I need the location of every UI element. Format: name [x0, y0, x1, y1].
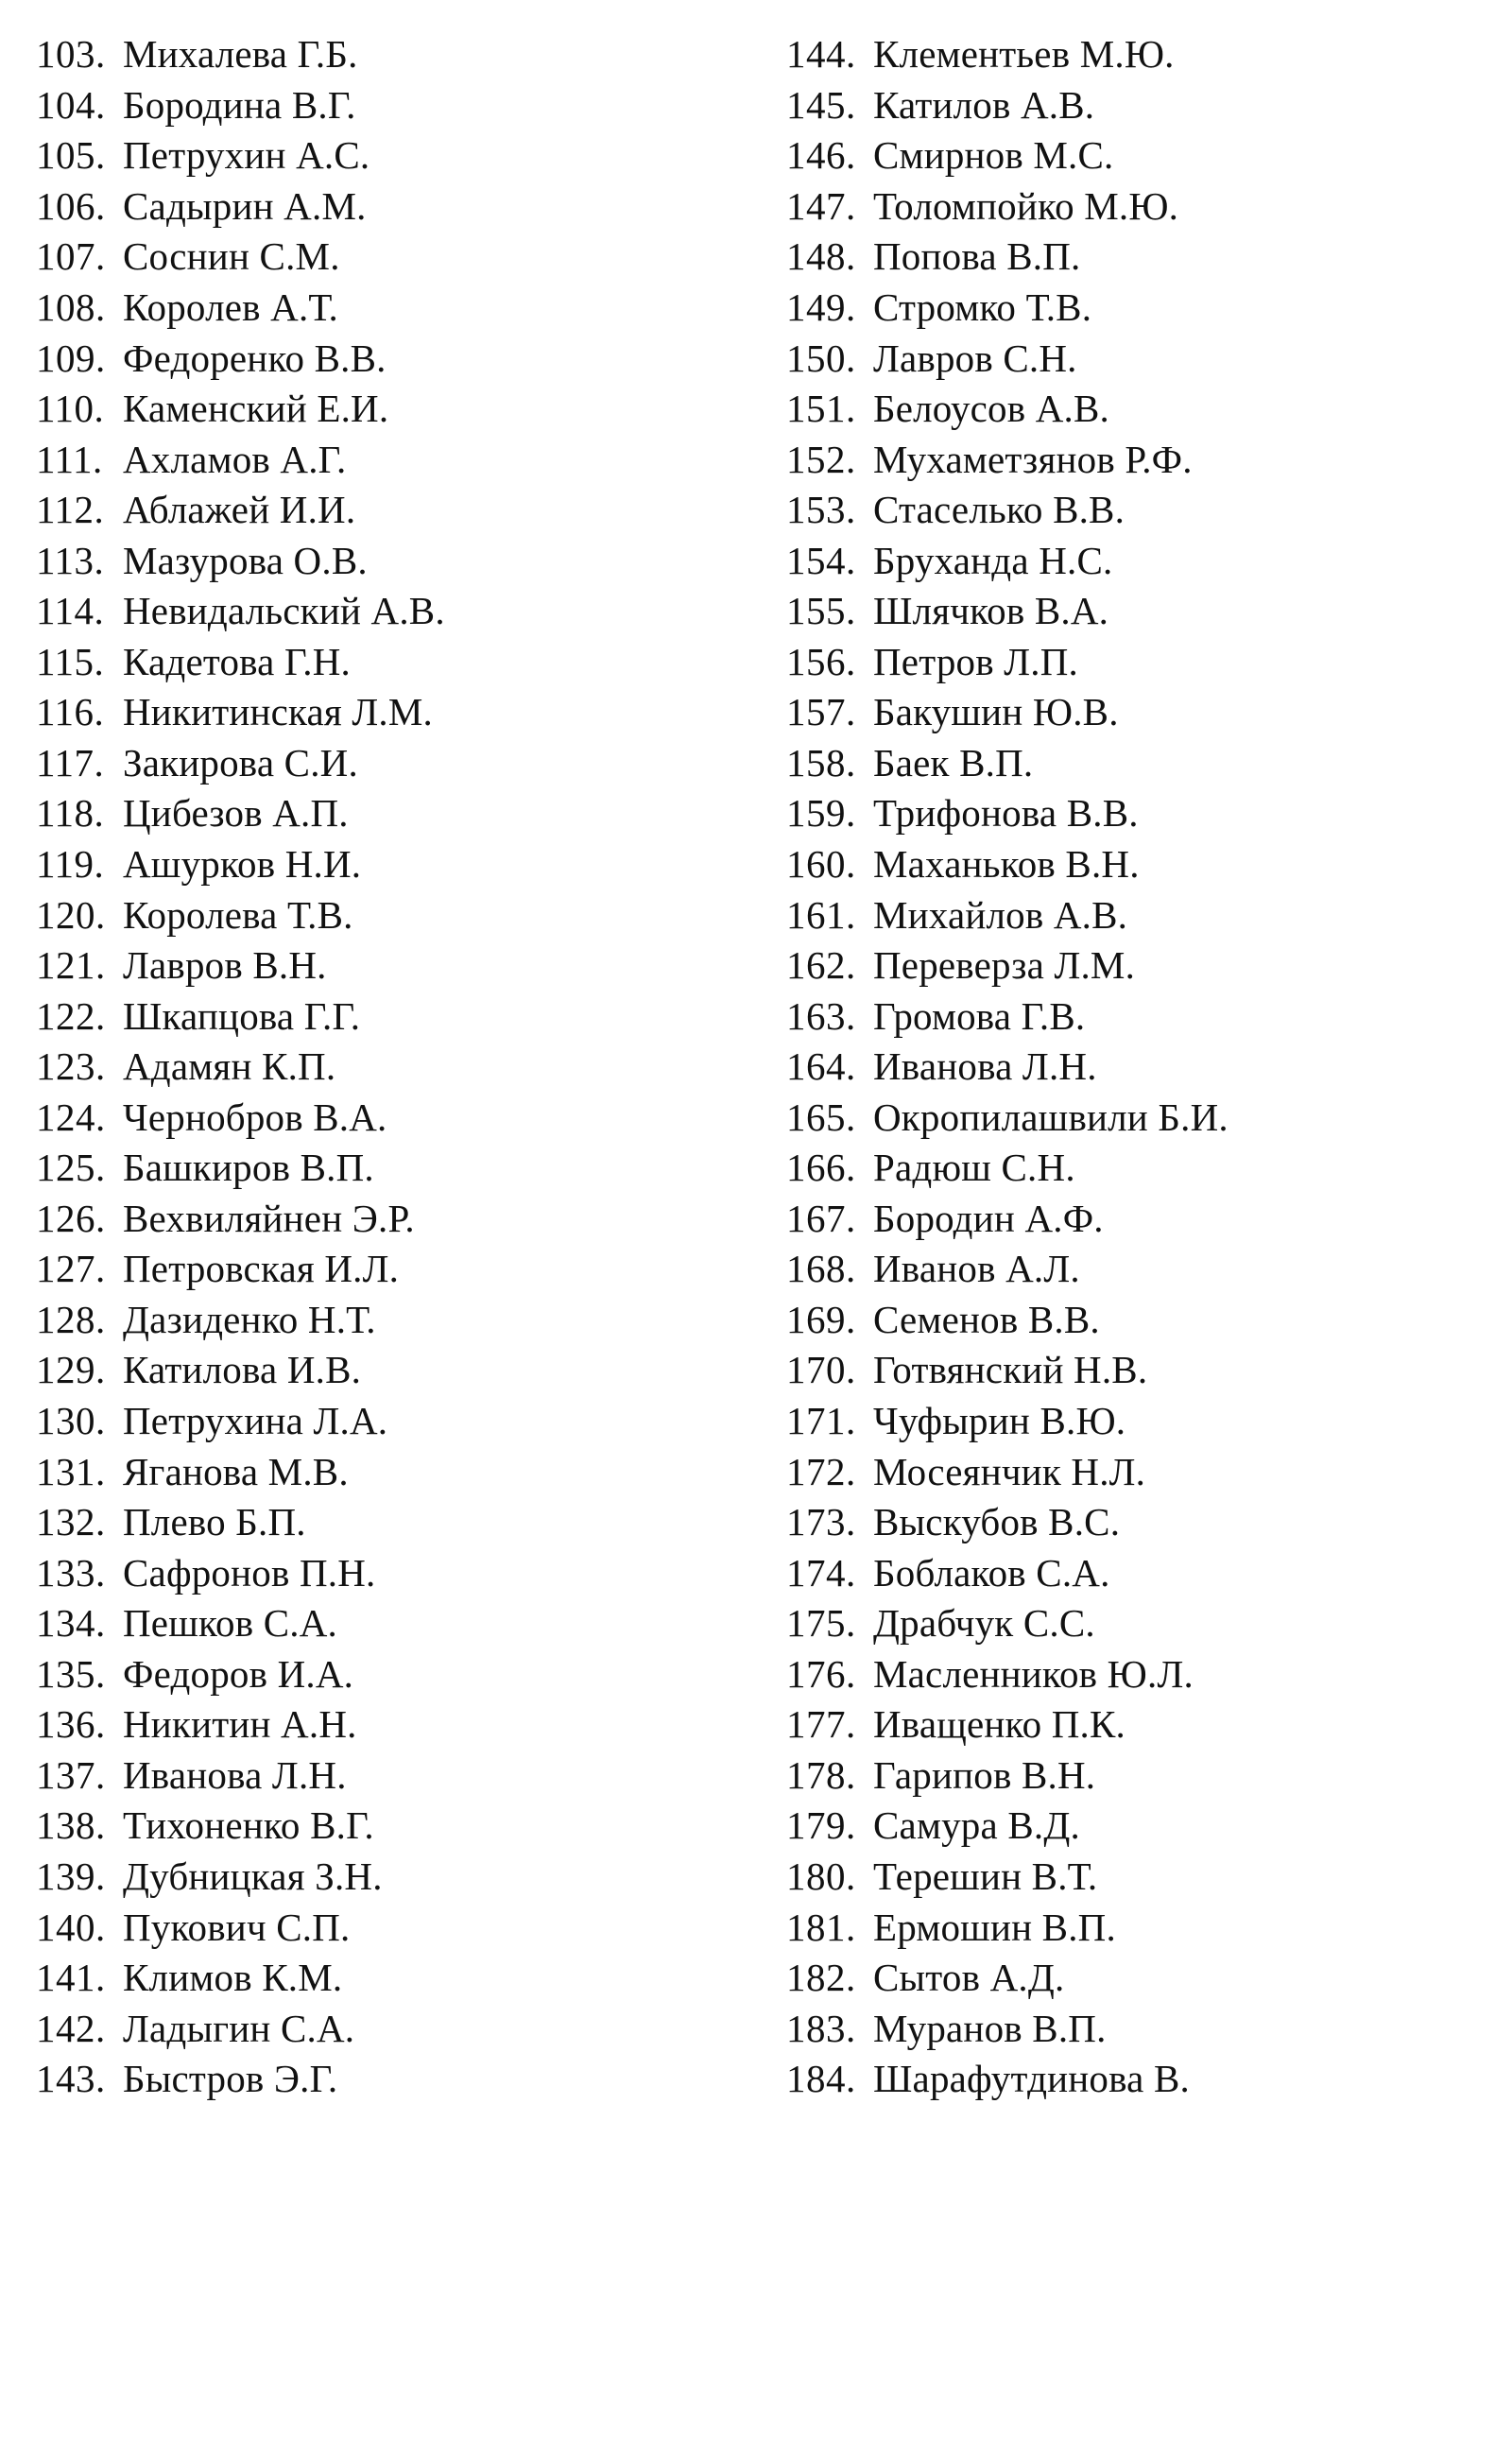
- item-number: 151.: [786, 387, 856, 431]
- person-name: Окропилашвили Б.И.: [873, 1095, 1228, 1139]
- item-number: 137.: [36, 1752, 106, 1797]
- item-number: 180.: [786, 1854, 856, 1898]
- list-item: [36, 1547, 754, 1598]
- list-item: [36, 29, 754, 80]
- person-name: Михайлов А.В.: [873, 892, 1128, 937]
- person-name: Драбчук С.С.: [873, 1601, 1095, 1646]
- item-number: 174.: [786, 1550, 856, 1595]
- list-item: [36, 1446, 754, 1497]
- item-number: 110.: [36, 387, 105, 431]
- person-name: Бородина В.Г.: [123, 82, 356, 127]
- person-name: Бруханда Н.С.: [873, 538, 1113, 582]
- person-name: Ахламов А.Г.: [123, 437, 347, 481]
- item-number: 158.: [786, 740, 856, 785]
- person-name: Толомпойко М.Ю.: [873, 183, 1179, 228]
- item-number: 125.: [36, 1146, 106, 1190]
- list-item: [786, 1497, 1486, 1548]
- list-item: [36, 1244, 754, 1295]
- list-item: [36, 485, 754, 536]
- item-number: 123.: [36, 1044, 106, 1089]
- person-name: Бородин А.Ф.: [873, 1196, 1104, 1240]
- person-name: Шарафутдинова В.: [873, 2057, 1190, 2101]
- item-number: 164.: [786, 1044, 856, 1089]
- list-item: [786, 2054, 1486, 2105]
- list-item: [36, 1649, 754, 1700]
- list-item: [36, 1143, 754, 1194]
- item-number: 156.: [786, 639, 856, 683]
- person-name: Ашурков Н.И.: [123, 842, 362, 887]
- list-item: [36, 535, 754, 586]
- person-name: Яганова М.В.: [123, 1449, 349, 1493]
- item-number: 162.: [786, 943, 856, 988]
- item-number: 150.: [786, 336, 856, 380]
- person-name: Лавров С.Н.: [873, 336, 1077, 380]
- item-number: 146.: [786, 133, 856, 178]
- list-item: [36, 1295, 754, 1346]
- list-item: [36, 1751, 754, 1802]
- item-number: 128.: [36, 1297, 106, 1341]
- list-item: [36, 991, 754, 1042]
- person-name: Ладыгин С.А.: [123, 2006, 355, 2050]
- item-number: 155.: [786, 589, 856, 633]
- item-number: 159.: [786, 791, 856, 836]
- person-name: Иванов А.Л.: [873, 1247, 1080, 1291]
- person-name: Королев А.Т.: [123, 285, 338, 329]
- list-item: [36, 1801, 754, 1852]
- item-number: 157.: [786, 690, 856, 734]
- item-number: 108.: [36, 285, 106, 329]
- list-item: [786, 738, 1486, 789]
- list-item: [36, 687, 754, 738]
- person-name: Михалева Г.Б.: [123, 32, 358, 77]
- item-number: 148.: [786, 234, 856, 279]
- person-name: Стаселько В.В.: [873, 488, 1125, 532]
- item-number: 104.: [36, 82, 106, 127]
- person-name: Невидальский А.В.: [123, 589, 445, 633]
- item-number: 135.: [36, 1651, 106, 1696]
- person-name: Самура В.Д.: [873, 1803, 1080, 1848]
- list-item: [786, 1295, 1486, 1346]
- list-item: [36, 586, 754, 637]
- item-number: 134.: [36, 1601, 106, 1646]
- list-item: [786, 1143, 1486, 1194]
- person-name: Каменский Е.И.: [123, 387, 389, 431]
- item-number: 161.: [786, 892, 856, 937]
- item-number: 168.: [786, 1247, 856, 1291]
- list-item: [786, 1598, 1486, 1649]
- list-item: [786, 333, 1486, 384]
- person-name: Иванова Л.Н.: [123, 1752, 347, 1797]
- item-number: 183.: [786, 2006, 856, 2050]
- list-item: [786, 1345, 1486, 1396]
- item-number: 139.: [36, 1854, 106, 1898]
- person-name: Королева Т.В.: [123, 892, 353, 937]
- list-item: [786, 991, 1486, 1042]
- item-number: 184.: [786, 2057, 856, 2101]
- list-item: [36, 2054, 754, 2105]
- person-name: Масленников Ю.Л.: [873, 1651, 1194, 1696]
- person-name: Смирнов М.С.: [873, 133, 1114, 178]
- item-number: 179.: [786, 1803, 856, 1848]
- item-number: 112.: [36, 488, 105, 532]
- person-name: Белоусов А.В.: [873, 387, 1110, 431]
- list-item: [786, 181, 1486, 233]
- item-number: 173.: [786, 1500, 856, 1544]
- list-item: [786, 232, 1486, 283]
- person-name: Шлячков В.А.: [873, 589, 1109, 633]
- person-name: Сафронов П.Н.: [123, 1550, 376, 1595]
- list-item: [36, 940, 754, 992]
- item-number: 178.: [786, 1752, 856, 1797]
- list-item: [36, 839, 754, 890]
- person-name: Ермошин В.П.: [873, 1905, 1116, 1949]
- person-name: Катилова И.В.: [123, 1348, 362, 1392]
- item-number: 143.: [36, 2057, 106, 2101]
- person-name: Мухаметзянов Р.Ф.: [873, 437, 1193, 481]
- person-name: Пукович С.П.: [123, 1905, 351, 1949]
- list-item: [786, 1547, 1486, 1598]
- item-number: 141.: [36, 1956, 106, 2000]
- list-item: [786, 1244, 1486, 1295]
- item-number: 116.: [36, 690, 105, 734]
- list-item: [786, 1699, 1486, 1751]
- person-name: Лавров В.Н.: [123, 943, 327, 988]
- list-item: [786, 130, 1486, 181]
- person-name: Выскубов В.С.: [873, 1500, 1121, 1544]
- item-number: 131.: [36, 1449, 106, 1493]
- person-name: Готвянский Н.В.: [873, 1348, 1148, 1392]
- item-number: 114.: [36, 589, 105, 633]
- person-name: Чуфырин В.Ю.: [873, 1399, 1126, 1443]
- list-item: [786, 687, 1486, 738]
- list-item: [36, 283, 754, 334]
- person-name: Петров Л.П.: [873, 639, 1078, 683]
- list-item: [36, 181, 754, 233]
- list-item: [36, 80, 754, 131]
- item-number: 121.: [36, 943, 106, 988]
- list-item: [786, 1396, 1486, 1447]
- list-item: [36, 1497, 754, 1548]
- list-item: [786, 80, 1486, 131]
- person-name: Семенов В.В.: [873, 1297, 1100, 1341]
- person-name: Сытов А.Д.: [873, 1956, 1065, 2000]
- item-number: 160.: [786, 842, 856, 887]
- person-name: Клементьев М.Ю.: [873, 32, 1175, 77]
- person-name: Боблаков С.А.: [873, 1550, 1110, 1595]
- item-number: 120.: [36, 892, 106, 937]
- person-name: Маханьков В.Н.: [873, 842, 1140, 887]
- person-name: Плево Б.П.: [123, 1500, 306, 1544]
- person-name: Мазурова О.В.: [123, 538, 368, 582]
- item-number: 149.: [786, 285, 856, 329]
- person-name: Мосеянчик Н.Л.: [873, 1449, 1146, 1493]
- item-number: 129.: [36, 1348, 106, 1392]
- item-number: 170.: [786, 1348, 856, 1392]
- item-number: 115.: [36, 639, 105, 683]
- list-item: [786, 788, 1486, 839]
- item-number: 176.: [786, 1651, 856, 1696]
- list-item: [36, 889, 754, 940]
- item-number: 165.: [786, 1095, 856, 1139]
- list-item: [786, 1446, 1486, 1497]
- list-item: [786, 1092, 1486, 1143]
- list-item: [36, 384, 754, 435]
- person-name: Иващенко П.К.: [873, 1702, 1125, 1747]
- item-number: 107.: [36, 234, 106, 279]
- person-name: Бакушин Ю.В.: [873, 690, 1119, 734]
- item-number: 142.: [36, 2006, 106, 2050]
- person-name: Катилов А.В.: [873, 82, 1095, 127]
- list-item: [36, 1902, 754, 1953]
- item-number: 127.: [36, 1247, 106, 1291]
- person-name: Переверза Л.М.: [873, 943, 1136, 988]
- person-name: Быстров Э.Г.: [123, 2057, 338, 2101]
- item-number: 117.: [36, 740, 105, 785]
- person-name: Никитин А.Н.: [123, 1702, 357, 1747]
- list-item: [786, 889, 1486, 940]
- list-item: [786, 1902, 1486, 1953]
- item-number: 105.: [36, 133, 106, 178]
- list-item: [786, 384, 1486, 435]
- person-name: Закирова С.И.: [123, 740, 358, 785]
- item-number: 109.: [36, 336, 106, 380]
- list-item: [786, 485, 1486, 536]
- list-item: [36, 1852, 754, 1903]
- person-name: Трифонова В.В.: [873, 791, 1139, 836]
- item-number: 130.: [36, 1399, 106, 1443]
- item-number: 122.: [36, 993, 106, 1038]
- person-name: Муранов В.П.: [873, 2006, 1107, 2050]
- person-name: Попова В.П.: [873, 234, 1081, 279]
- list-item: [786, 1649, 1486, 1700]
- item-number: 166.: [786, 1146, 856, 1190]
- person-name: Петрухин А.С.: [123, 133, 370, 178]
- person-name: Стромко Т.В.: [873, 285, 1092, 329]
- item-number: 132.: [36, 1500, 106, 1544]
- person-name: Радюш С.Н.: [873, 1146, 1075, 1190]
- person-name: Тихоненко В.Г.: [123, 1803, 374, 1848]
- list-item: [36, 1598, 754, 1649]
- person-name: Климов К.М.: [123, 1956, 343, 2000]
- list-item: [36, 1396, 754, 1447]
- person-name: Пешков С.А.: [123, 1601, 337, 1646]
- person-name: Петрухина Л.А.: [123, 1399, 388, 1443]
- list-item: [786, 434, 1486, 485]
- list-item: [36, 232, 754, 283]
- item-number: 163.: [786, 993, 856, 1038]
- person-name: Чернобров В.А.: [123, 1095, 387, 1139]
- list-item: [786, 1194, 1486, 1245]
- item-number: 154.: [786, 538, 856, 582]
- person-name: Петровская И.Л.: [123, 1247, 400, 1291]
- item-number: 124.: [36, 1095, 106, 1139]
- list-item: [786, 535, 1486, 586]
- person-name: Аблажей И.И.: [123, 488, 356, 532]
- item-number: 138.: [36, 1803, 106, 1848]
- item-number: 145.: [786, 82, 856, 127]
- list-item: [36, 738, 754, 789]
- item-number: 171.: [786, 1399, 856, 1443]
- person-name: Терешин В.Т.: [873, 1854, 1098, 1898]
- item-number: 181.: [786, 1905, 856, 1949]
- item-number: 152.: [786, 437, 856, 481]
- person-name: Громова Г.В.: [873, 993, 1086, 1038]
- item-number: 113.: [36, 538, 105, 582]
- person-name: Федоров И.А.: [123, 1651, 354, 1696]
- item-number: 111.: [36, 437, 103, 481]
- person-name: Иванова Л.Н.: [873, 1044, 1097, 1089]
- list-item: [36, 1345, 754, 1396]
- right-name-list: [786, 29, 1486, 2104]
- person-name: Кадетова Г.Н.: [123, 639, 351, 683]
- item-number: 136.: [36, 1702, 106, 1747]
- list-item: [786, 283, 1486, 334]
- person-name: Вехвиляйнен Э.Р.: [123, 1196, 415, 1240]
- list-item: [786, 839, 1486, 890]
- item-number: 106.: [36, 183, 106, 228]
- person-name: Садырин А.М.: [123, 183, 367, 228]
- list-item: [786, 586, 1486, 637]
- item-number: 153.: [786, 488, 856, 532]
- item-number: 182.: [786, 1956, 856, 2000]
- item-number: 118.: [36, 791, 105, 836]
- list-item: [36, 434, 754, 485]
- item-number: 175.: [786, 1601, 856, 1646]
- list-item: [36, 1042, 754, 1093]
- person-name: Дубницкая З.Н.: [123, 1854, 383, 1898]
- list-item: [36, 130, 754, 181]
- person-name: Никитинская Л.М.: [123, 690, 433, 734]
- item-number: 147.: [786, 183, 856, 228]
- list-item: [786, 1751, 1486, 1802]
- item-number: 133.: [36, 1550, 106, 1595]
- left-name-list: [36, 29, 754, 2104]
- list-item: [36, 333, 754, 384]
- person-name: Адамян К.П.: [123, 1044, 336, 1089]
- item-number: 119.: [36, 842, 105, 887]
- item-number: 177.: [786, 1702, 856, 1747]
- person-name: Цибезов А.П.: [123, 791, 349, 836]
- list-item: [36, 2003, 754, 2054]
- list-item: [36, 637, 754, 688]
- person-name: Башкиров В.П.: [123, 1146, 374, 1190]
- person-name: Дазиденко Н.Т.: [123, 1297, 376, 1341]
- list-item: [786, 2003, 1486, 2054]
- person-name: Шкапцова Г.Г.: [123, 993, 361, 1038]
- list-item: [36, 1953, 754, 2004]
- list-item: [786, 1801, 1486, 1852]
- person-name: Федоренко В.В.: [123, 336, 387, 380]
- item-number: 144.: [786, 32, 856, 77]
- item-number: 103.: [36, 32, 106, 77]
- list-item: [786, 1953, 1486, 2004]
- item-number: 140.: [36, 1905, 106, 1949]
- list-item: [36, 1194, 754, 1245]
- person-name: Баек В.П.: [873, 740, 1034, 785]
- list-item: [786, 940, 1486, 992]
- item-number: 172.: [786, 1449, 856, 1493]
- item-number: 126.: [36, 1196, 106, 1240]
- list-item: [36, 788, 754, 839]
- list-item: [786, 1852, 1486, 1903]
- list-item: [786, 29, 1486, 80]
- person-name: Гарипов В.Н.: [873, 1752, 1096, 1797]
- person-name: Соснин С.М.: [123, 234, 340, 279]
- list-item: [36, 1092, 754, 1143]
- item-number: 167.: [786, 1196, 856, 1240]
- item-number: 169.: [786, 1297, 856, 1341]
- list-item: [36, 1699, 754, 1751]
- list-item: [786, 637, 1486, 688]
- list-item: [786, 1042, 1486, 1093]
